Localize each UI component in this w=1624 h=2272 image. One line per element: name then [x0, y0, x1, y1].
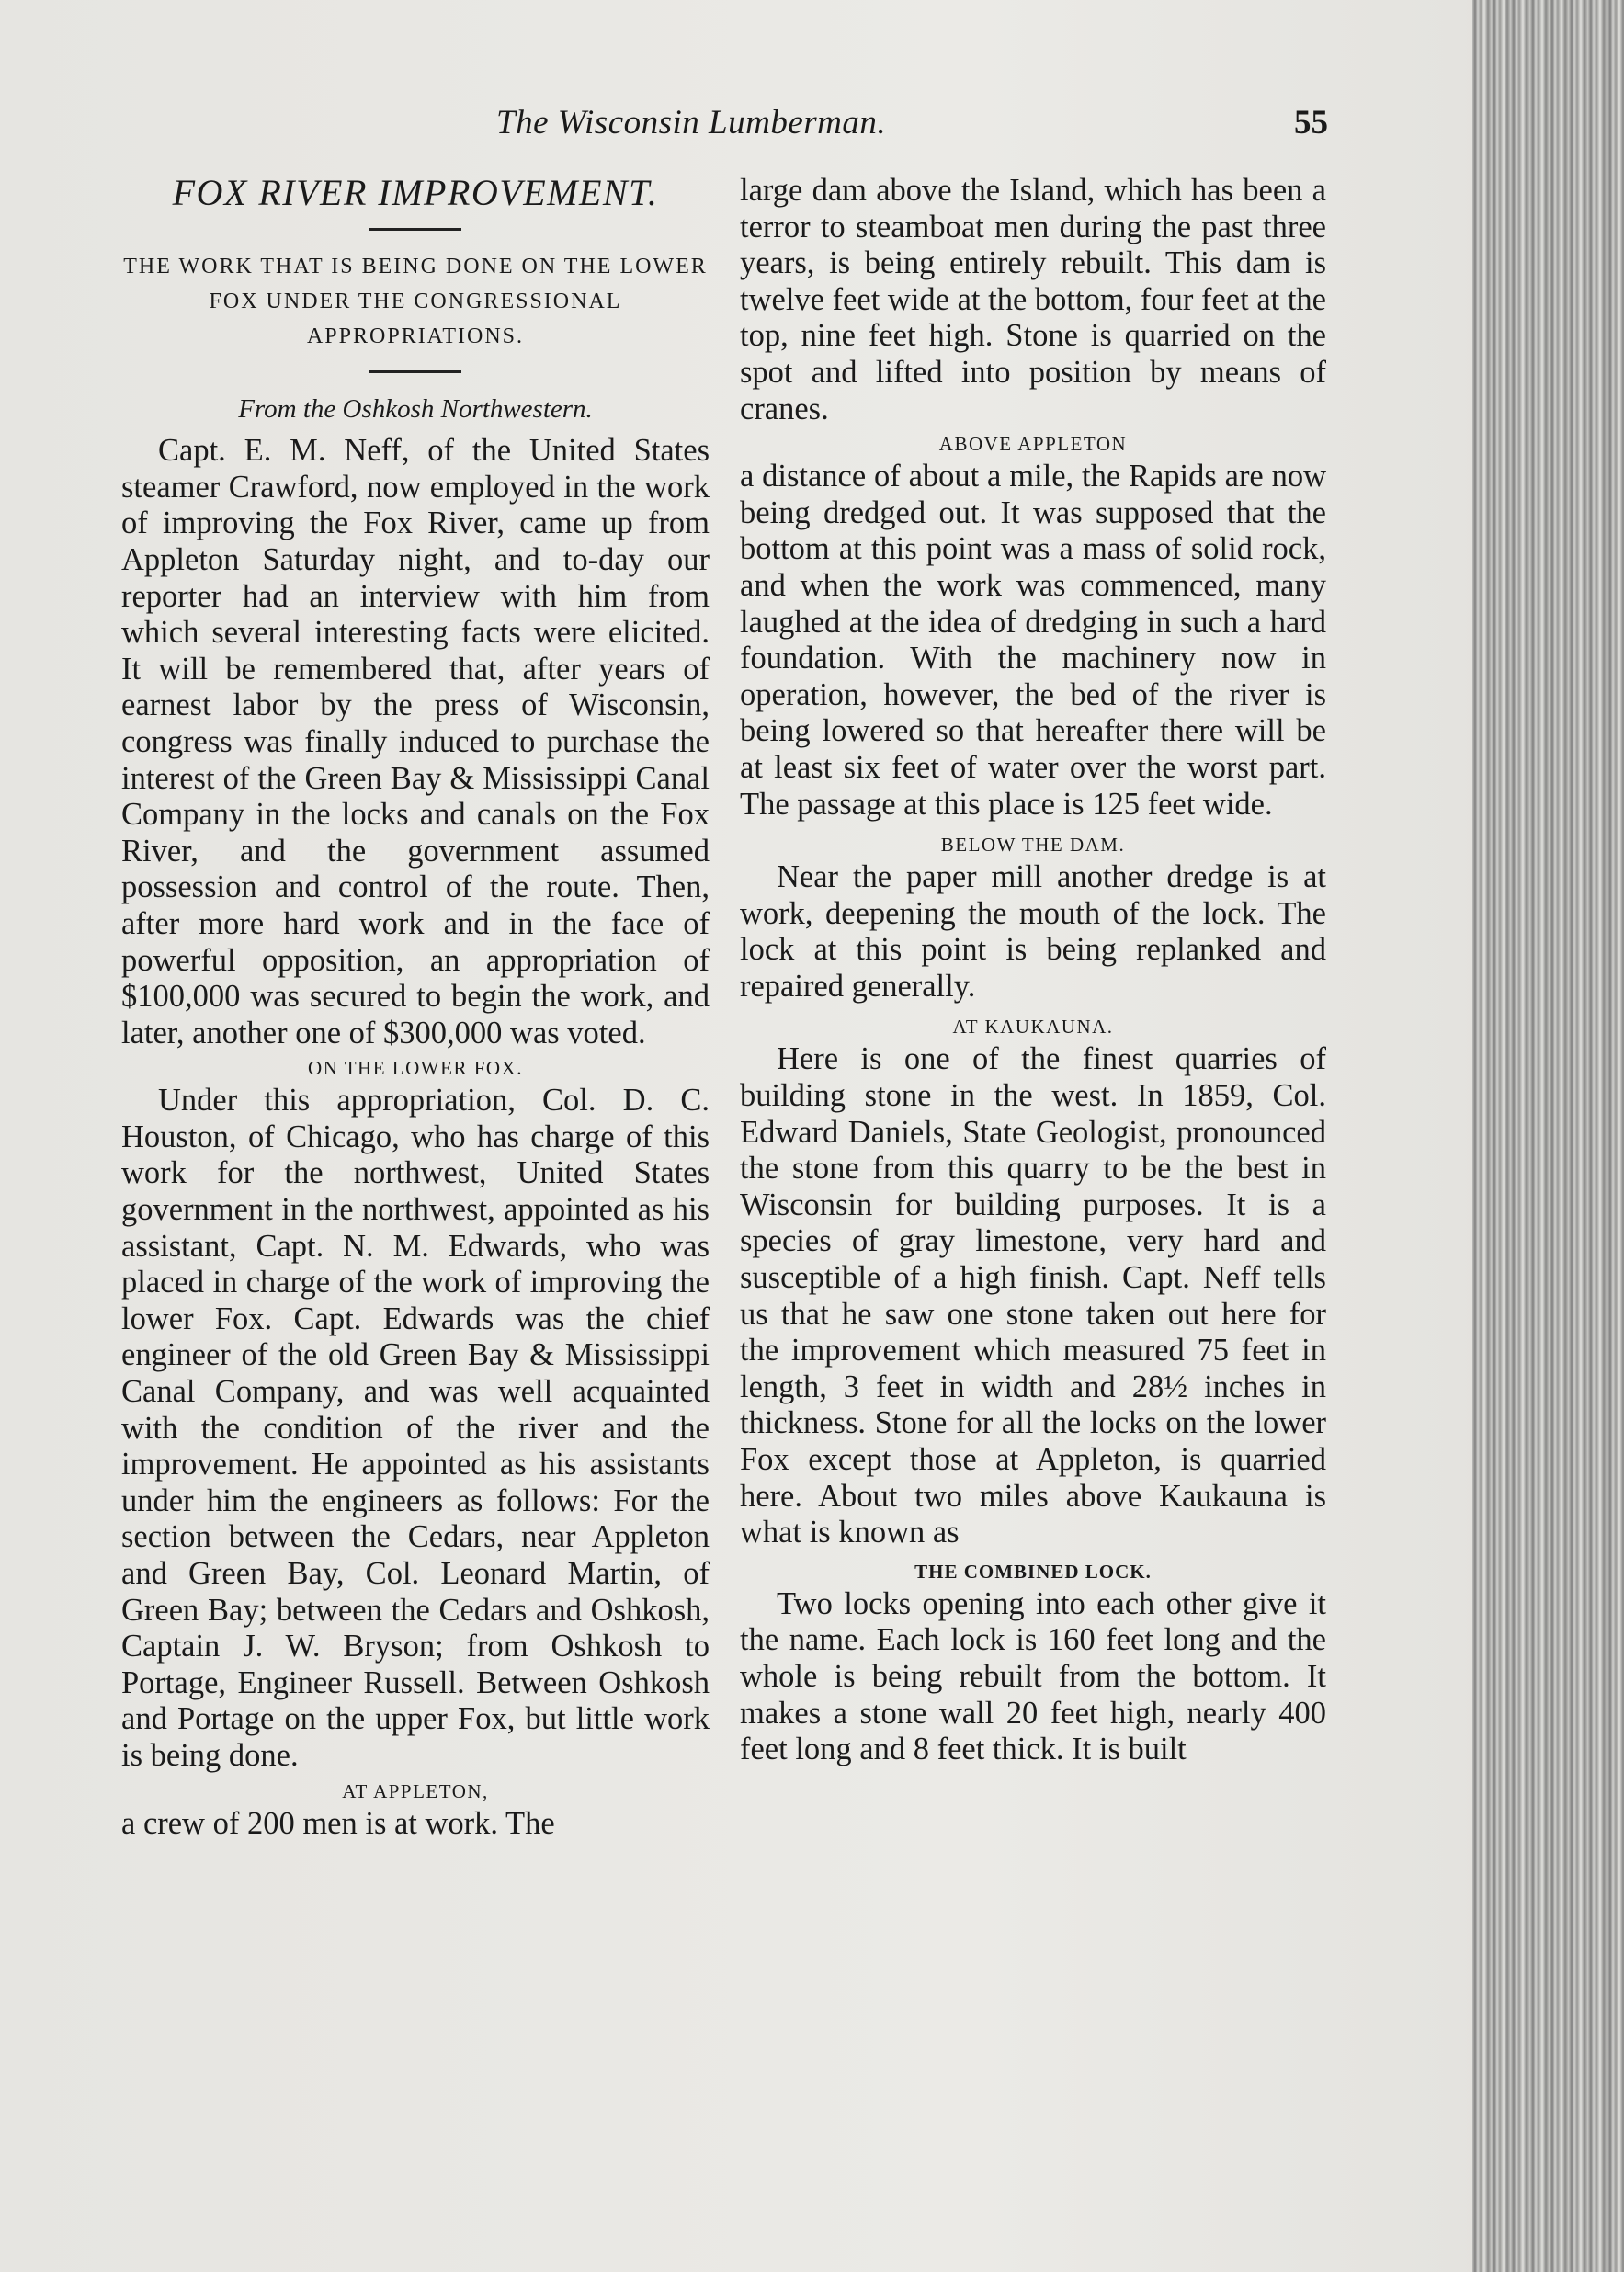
- section-head-below-dam: BELOW THE DAM.: [940, 834, 1126, 857]
- page-header: [496, 103, 1328, 149]
- article-byline: From the Oshkosh Northwestern.: [238, 393, 593, 424]
- article-subheading: THE WORK THAT IS BEING DONE ON THE LOWER FOX UNDER THE CONGRESSIONAL APPROPRIATIONS.: [123, 254, 708, 348]
- title-rule: [369, 228, 461, 231]
- paragraph-6: Here is one of the finest quarries of building stone in the west. In 1859, Col. Edward Daniels, State Geologist, pronounced the stone from this quarry to be the best in Wisconsin for building purposes. It is a species of gray limestone, very hard and susceptible of a high finish. Capt. Neff tells us that he saw one stone taken out here for the improvement which measured 75 feet in length, 3 feet in width and 28½ inches in thickness. Stone for all the locks on the lower Fox except those at Appleton, is quarried here. About two miles above Kaukauna is what is known as: [740, 1041, 1326, 1551]
- column-left: [121, 173, 710, 1842]
- section-head-combined-lock: THE COMBINED LOCK.: [914, 1560, 1152, 1583]
- paragraph-5: Near the paper mill another dredge is at work, deepening the mouth of the lock. The lock at this point is being replanked and repaired generally.: [740, 859, 1326, 1004]
- subheading-rule: [369, 370, 461, 373]
- section-head-kaukauna: AT KAUKAUNA.: [952, 1016, 1114, 1039]
- paragraph-3-start: a crew of 200 men is at work. The: [121, 1805, 555, 1841]
- page-number: 55: [1294, 104, 1328, 142]
- running-title: The Wisconsin Lumberman.: [496, 104, 887, 142]
- article-title: FOX RIVER IMPROVEMENT.: [172, 172, 659, 213]
- paragraph-1: Capt. E. M. Neff, of the United States steamer Crawford, now employed in the work of improving the Fox River, came up from Appleton Saturday night, and to-day our reporter had an interview with him from which several interesting facts were elicited. It will be remembered that, after years of earnest labor by the press of Wisconsin, congress was finally induced to purchase the interest of the Green Bay & Mississippi Canal Company in the locks and canals on the Fox River, and the government assumed possession and control of the route. Then, after more hard work and in the face of powerful opposition, an appropriation of $100,000 was secured to begin the work, and later, another one of $300,000 was voted.: [121, 433, 710, 1051]
- paragraph-7: Two locks opening into each other give it the name. Each lock is 160 feet long and the whole is being rebuilt from the bottom. It makes a stone wall 20 feet high, nearly 400 feet long and 8 feet thick. It is built: [740, 1585, 1326, 1767]
- section-head-at-appleton: AT APPLETON,: [342, 1779, 489, 1802]
- section-head-lower-fox: ON THE LOWER FOX.: [308, 1057, 523, 1080]
- paragraph-3-continued: large dam above the Island, which has been a terror to steamboat men during the past three years, is being entirely rebuilt. This dam is twelve feet wide at the bottom, four feet at the top, nine feet high. Stone is quarried on the spot and lifted into position by means of cranes.: [740, 173, 1326, 426]
- paragraph-4: a distance of about a mile, the Rapids are now being dredged out. It was supposed that the bottom at this point was a mass of solid rock, and when the work was commenced, many laughed at the idea of dredging in such a hard foundation. With the machinery now in operation, however, the bed of the river is being lowered so that hereafter there will be at least six feet of water over the worst part. The passage at this place is 125 feet wide.: [740, 459, 1326, 822]
- page-edge-shadow: [1472, 0, 1624, 2272]
- section-head-above-appleton: ABOVE APPLETON: [938, 433, 1128, 456]
- column-right: [740, 173, 1326, 1768]
- paragraph-2: Under this appropriation, Col. D. C. Houston, of Chicago, who has charge of this work for the northwest, United States government in the northwest, appointed as his assistant, Capt. N. M. Edwards, who was placed in charge of the work of improving the lower Fox. Capt. Edwards was the chief engineer of the old Green Bay & Mississippi Canal Company, and was well acquainted with the condition of the river and the improvement. He appointed as his assistants under him the engineers as follows: For the section between the Cedars, near Appleton and Green Bay, Col. Leonard Martin, of Green Bay; between the Cedars and Oshkosh, Captain J. W. Bryson; from Oshkosh to Portage, Engineer Russell. Between Oshkosh and Portage on the upper Fox, but little work is being done.: [121, 1083, 710, 1773]
